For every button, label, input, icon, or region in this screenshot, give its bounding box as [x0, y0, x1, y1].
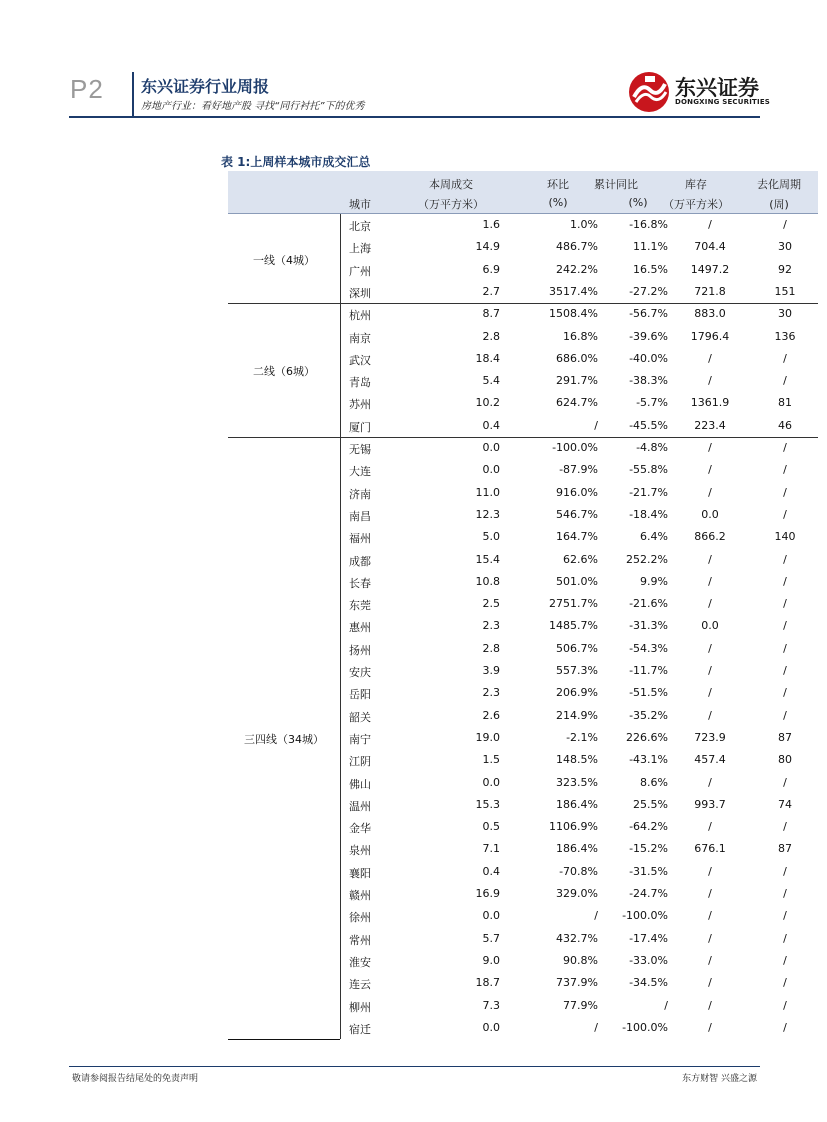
cell-cycle: /: [783, 664, 787, 677]
cell-city: 东莞: [349, 599, 371, 613]
cell-city: 惠州: [349, 621, 371, 635]
cell-cumulative: -64.2%: [629, 820, 668, 834]
cell-cycle: 92: [778, 262, 792, 276]
table-row: [340, 504, 818, 526]
tier-label: 一线（4城）: [253, 253, 315, 267]
cell-cumulative: -43.1%: [629, 753, 668, 767]
table-row: [340, 370, 818, 392]
cell-inventory: 721.8: [694, 284, 726, 298]
cell-cumulative: -24.7%: [629, 887, 668, 900]
cell-cumulative: -31.3%: [629, 619, 668, 633]
cell-city: 襄阳: [349, 866, 371, 880]
cell-cumulative: -11.7%: [629, 664, 668, 677]
cell-wow: 1.0%: [570, 218, 598, 231]
cell-cycle: 30: [778, 240, 792, 254]
cell-volume: 15.4: [475, 552, 500, 566]
cell-wow: 506.7%: [556, 641, 598, 655]
cell-wow: 164.7%: [556, 530, 598, 544]
cell-inventory: /: [708, 485, 712, 499]
cell-cumulative: -39.6%: [629, 329, 668, 343]
cell-cumulative: -54.3%: [629, 641, 668, 655]
cell-volume: 0.5: [482, 820, 500, 834]
table-row: [340, 236, 818, 258]
cell-volume: 0.0: [482, 1020, 500, 1034]
cell-volume: 5.0: [482, 530, 500, 544]
cell-cycle: /: [783, 485, 787, 499]
cell-volume: 7.1: [482, 842, 500, 856]
table-row: [340, 437, 818, 459]
cell-city: 上海: [349, 242, 371, 256]
cell-inventory: /: [708, 708, 712, 722]
table-row: [340, 727, 818, 749]
cell-inventory: 704.4: [694, 240, 726, 254]
table-row: [340, 482, 818, 504]
cell-inventory: /: [708, 775, 712, 789]
cell-cycle: /: [783, 463, 787, 477]
footer-rule: [69, 1066, 760, 1067]
cell-cycle: 151: [774, 284, 796, 298]
cell-cycle: 81: [778, 396, 792, 410]
cell-inventory: /: [708, 820, 712, 834]
table-row: [340, 705, 818, 727]
cell-inventory: /: [708, 931, 712, 945]
cell-wow: 916.0%: [556, 485, 598, 499]
cell-cycle: /: [783, 351, 787, 365]
cell-cycle: /: [783, 597, 787, 611]
table-row: [340, 816, 818, 838]
cell-cumulative: -100.0%: [622, 1020, 668, 1034]
cell-cycle: /: [783, 708, 787, 722]
cell-inventory: /: [708, 976, 712, 990]
cell-inventory: 1796.4: [690, 329, 730, 343]
cell-volume: 18.7: [475, 976, 500, 990]
cell-city: 武汉: [349, 353, 371, 367]
cell-inventory: /: [708, 998, 712, 1012]
cell-city: 连云: [349, 978, 371, 992]
cell-city: 金华: [349, 822, 371, 836]
cell-city: 南昌: [349, 509, 371, 523]
table-row: [340, 571, 818, 593]
col-volume-unit: （万平方米）: [418, 198, 484, 211]
cell-volume: 2.5: [482, 597, 500, 611]
cell-city: 青岛: [349, 376, 371, 390]
cell-inventory: 993.7: [694, 797, 726, 811]
cell-volume: 11.0: [475, 485, 500, 499]
cell-city: 韶关: [349, 710, 371, 724]
cell-city: 成都: [349, 554, 371, 568]
table-row: [340, 749, 818, 771]
cell-cumulative: -100.0%: [622, 909, 668, 923]
cell-cycle: /: [783, 552, 787, 566]
report-title: 东兴证券行业周报: [141, 77, 270, 96]
cell-city: 徐州: [349, 911, 371, 925]
cell-cumulative: -21.7%: [629, 485, 668, 499]
cell-cycle: /: [783, 619, 787, 633]
cell-inventory: /: [708, 641, 712, 655]
cell-volume: 8.7: [482, 307, 500, 321]
cell-cycle: /: [783, 909, 787, 923]
cell-cycle: /: [783, 953, 787, 967]
cell-cycle: /: [783, 864, 787, 878]
cell-wow: 186.4%: [556, 842, 598, 856]
cell-inventory: 676.1: [694, 842, 726, 856]
table-row: [340, 682, 818, 704]
logo-english: DONGXING SECURITIES: [675, 98, 771, 106]
cell-city: 佛山: [349, 777, 371, 791]
cell-inventory: /: [708, 1020, 712, 1034]
cell-city: 扬州: [349, 643, 371, 657]
cell-city: 南京: [349, 331, 371, 345]
cell-volume: 0.4: [482, 864, 500, 878]
cell-inventory: 223.4: [694, 418, 726, 432]
cell-city: 苏州: [349, 398, 371, 412]
cell-inventory: 883.0: [694, 307, 726, 321]
cell-inventory: /: [708, 686, 712, 700]
cell-wow: 242.2%: [556, 262, 598, 276]
cell-city: 淮安: [349, 955, 371, 969]
table-row: [340, 838, 818, 860]
disclaimer-note: 敬请参阅报告结尾处的免责声明: [72, 1074, 199, 1084]
cell-wow: 432.7%: [556, 931, 598, 945]
cell-city: 南宁: [349, 732, 371, 746]
col-cum-unit: (%): [628, 196, 648, 209]
cell-wow: 214.9%: [556, 708, 598, 722]
cell-cumulative: -27.2%: [629, 284, 668, 298]
table-row: [340, 348, 818, 370]
cell-city: 宿迁: [349, 1022, 371, 1036]
col-wow: 环比: [547, 178, 569, 191]
cell-inventory: /: [708, 552, 712, 566]
cell-volume: 14.9: [475, 240, 500, 254]
cell-cumulative: 226.6%: [626, 730, 668, 744]
cell-cycle: /: [783, 820, 787, 834]
table-row: [340, 638, 818, 660]
col-cycle: 去化周期: [757, 178, 801, 191]
cell-city: 赣州: [349, 889, 371, 902]
table-row: [340, 549, 818, 571]
column-divider: [340, 303, 341, 437]
cell-cumulative: -33.0%: [629, 953, 668, 967]
cell-cycle: /: [783, 218, 787, 231]
cell-cumulative: -35.2%: [629, 708, 668, 722]
cell-cumulative: -38.3%: [629, 374, 668, 388]
cell-cycle: /: [783, 686, 787, 700]
col-volume: 本周成交: [429, 178, 473, 191]
cell-volume: 2.6: [482, 708, 500, 722]
cell-wow: 90.8%: [563, 953, 598, 967]
table-caption: 表 1:上周样本城市成交汇总: [221, 155, 371, 169]
cell-wow: /: [594, 1020, 598, 1034]
cell-volume: 12.3: [475, 507, 500, 521]
table-row: [340, 950, 818, 972]
table-bottom-rule: [228, 1039, 340, 1040]
cell-wow: 323.5%: [556, 775, 598, 789]
cell-cycle: /: [783, 775, 787, 789]
cell-wow: 16.8%: [563, 329, 598, 343]
cell-volume: 0.0: [482, 463, 500, 477]
cell-city: 济南: [349, 487, 371, 501]
cell-wow: 624.7%: [556, 396, 598, 410]
cell-city: 福州: [349, 532, 371, 546]
table-row: [340, 660, 818, 682]
header-divider: [132, 72, 134, 116]
cell-wow: 557.3%: [556, 664, 598, 677]
cell-volume: 0.0: [482, 909, 500, 923]
cell-cycle: /: [783, 998, 787, 1012]
cell-volume: 16.9: [475, 887, 500, 900]
table-row: [340, 1017, 818, 1039]
cell-city: 厦门: [349, 420, 371, 434]
cell-city: 无锡: [349, 443, 371, 456]
cell-volume: 2.3: [482, 619, 500, 633]
col-city: 城市: [349, 198, 371, 211]
cell-wow: 77.9%: [563, 998, 598, 1012]
cell-volume: 2.8: [482, 329, 500, 343]
cell-cumulative: -16.8%: [629, 218, 668, 231]
cell-cumulative: -55.8%: [629, 463, 668, 477]
table-row: [340, 303, 818, 325]
cell-cycle: /: [783, 931, 787, 945]
cell-volume: 2.7: [482, 284, 500, 298]
cell-inventory: /: [708, 218, 712, 231]
cell-wow: 3517.4%: [549, 284, 598, 298]
cell-wow: -87.9%: [559, 463, 598, 477]
cell-city: 大连: [349, 465, 371, 479]
cell-wow: /: [594, 909, 598, 923]
cell-inventory: /: [708, 374, 712, 388]
cell-inventory: 866.2: [694, 530, 726, 544]
cell-city: 深圳: [349, 286, 371, 300]
cell-wow: 486.7%: [556, 240, 598, 254]
cell-inventory: /: [708, 463, 712, 477]
cell-volume: 2.3: [482, 686, 500, 700]
cell-wow: 1508.4%: [549, 307, 598, 321]
cell-city: 江阴: [349, 755, 371, 769]
cell-inventory: /: [708, 351, 712, 365]
cell-inventory: /: [708, 664, 712, 677]
table-row: [340, 214, 818, 236]
cell-wow: 148.5%: [556, 753, 598, 767]
cell-volume: 3.9: [482, 664, 500, 677]
cell-wow: /: [594, 418, 598, 432]
cell-cycle: /: [783, 374, 787, 388]
footer-slogan: 东方财智 兴盛之源: [682, 1074, 757, 1084]
cell-cumulative: 11.1%: [633, 240, 668, 254]
table-row: [340, 972, 818, 994]
cell-wow: 546.7%: [556, 507, 598, 521]
table-row: [340, 794, 818, 816]
cell-volume: 0.0: [482, 441, 500, 454]
cell-inventory: 0.0: [701, 507, 719, 521]
table-row: [340, 281, 818, 303]
cell-volume: 10.2: [475, 396, 500, 410]
cell-wow: -70.8%: [559, 864, 598, 878]
cell-volume: 0.4: [482, 418, 500, 432]
col-inventory-unit: （万平方米）: [663, 198, 729, 211]
cell-cycle: 30: [778, 307, 792, 321]
cell-volume: 15.3: [475, 797, 500, 811]
cell-inventory: /: [708, 864, 712, 878]
cell-inventory: /: [708, 909, 712, 923]
cell-volume: 1.5: [482, 753, 500, 767]
cell-cumulative: /: [664, 998, 668, 1012]
cell-cumulative: 9.9%: [640, 574, 668, 588]
table-row: [340, 593, 818, 615]
cell-cumulative: -18.4%: [629, 507, 668, 521]
cell-cumulative: -31.5%: [629, 864, 668, 878]
cell-inventory: /: [708, 441, 712, 454]
table-row: [340, 459, 818, 481]
cell-cycle: /: [783, 976, 787, 990]
cell-cycle: 46: [778, 418, 792, 432]
table-row: [340, 772, 818, 794]
cell-volume: 5.7: [482, 931, 500, 945]
logo-mark-icon: [628, 70, 672, 114]
cell-volume: 2.8: [482, 641, 500, 655]
cell-volume: 10.8: [475, 574, 500, 588]
cell-cumulative: -4.8%: [636, 441, 668, 454]
cell-city: 常州: [349, 933, 371, 947]
table-row: [340, 883, 818, 905]
table-row: [340, 326, 818, 348]
cell-cycle: 87: [778, 842, 792, 856]
cell-wow: -100.0%: [552, 441, 598, 454]
cell-cycle: 80: [778, 753, 792, 767]
table-row: [340, 905, 818, 927]
dongxing-logo: [628, 70, 771, 114]
cell-cycle: 136: [774, 329, 796, 343]
cell-cumulative: 6.4%: [640, 530, 668, 544]
cell-inventory: /: [708, 574, 712, 588]
table-row: [340, 861, 818, 883]
col-inventory: 库存: [685, 178, 707, 191]
cell-inventory: 1361.9: [690, 396, 730, 410]
table-row: [340, 259, 818, 281]
column-divider: [340, 214, 341, 303]
cell-cumulative: -15.2%: [629, 842, 668, 856]
table-row: [340, 526, 818, 548]
table-row: [340, 928, 818, 950]
cell-cycle: /: [783, 441, 787, 454]
table-header: [228, 171, 818, 213]
table-row: [340, 392, 818, 414]
column-divider: [340, 437, 341, 1039]
cell-inventory: /: [708, 953, 712, 967]
table-row: [340, 415, 818, 437]
cell-wow: 186.4%: [556, 797, 598, 811]
cell-cycle: 87: [778, 730, 792, 744]
cell-cumulative: -21.6%: [629, 597, 668, 611]
cell-cumulative: 16.5%: [633, 262, 668, 276]
cell-city: 温州: [349, 799, 371, 813]
tier-label: 三四线（34城）: [244, 733, 324, 747]
cell-wow: 329.0%: [556, 887, 598, 900]
cell-city: 泉州: [349, 844, 371, 858]
cell-cumulative: -45.5%: [629, 418, 668, 432]
cell-city: 北京: [349, 220, 371, 233]
cell-volume: 9.0: [482, 953, 500, 967]
cell-cycle: /: [783, 1020, 787, 1034]
cell-volume: 5.4: [482, 374, 500, 388]
header-rule: [69, 116, 760, 118]
page-number: P2: [70, 74, 104, 104]
cell-wow: 206.9%: [556, 686, 598, 700]
cell-cumulative: -5.7%: [636, 396, 668, 410]
cell-wow: 1485.7%: [549, 619, 598, 633]
cell-cycle: /: [783, 641, 787, 655]
cell-cycle: /: [783, 887, 787, 900]
cell-cycle: 74: [778, 797, 792, 811]
cell-wow: 686.0%: [556, 351, 598, 365]
cell-city: 长春: [349, 576, 371, 590]
cell-inventory: 723.9: [694, 730, 726, 744]
cell-city: 安庆: [349, 666, 371, 679]
cell-wow: 737.9%: [556, 976, 598, 990]
cell-wow: 501.0%: [556, 574, 598, 588]
report-subtitle: 房地产行业：看好地产股 寻找“同行衬托”下的优秀: [141, 101, 365, 112]
cell-inventory: /: [708, 597, 712, 611]
table-row: [340, 615, 818, 637]
cell-cumulative: 8.6%: [640, 775, 668, 789]
col-cum: 累计同比: [594, 178, 638, 191]
cell-inventory: 1497.2: [690, 262, 730, 276]
cell-wow: 291.7%: [556, 374, 598, 388]
col-wow-unit: (%): [548, 196, 568, 209]
cell-wow: -2.1%: [566, 730, 598, 744]
cell-city: 杭州: [349, 309, 371, 323]
cell-volume: 7.3: [482, 998, 500, 1012]
cell-cumulative: 25.5%: [633, 797, 668, 811]
cell-inventory: 0.0: [701, 619, 719, 633]
cell-city: 柳州: [349, 1000, 371, 1014]
cell-cycle: /: [783, 507, 787, 521]
cell-city: 广州: [349, 264, 371, 278]
cell-cumulative: -34.5%: [629, 976, 668, 990]
cell-cumulative: -40.0%: [629, 351, 668, 365]
cell-wow: 1106.9%: [549, 820, 598, 834]
cell-volume: 6.9: [482, 262, 500, 276]
cell-wow: 62.6%: [563, 552, 598, 566]
tier-label: 二线（6城）: [253, 365, 315, 379]
cell-cumulative: -17.4%: [629, 931, 668, 945]
col-cycle-unit: (周): [769, 198, 789, 211]
cell-cycle: 140: [774, 530, 796, 544]
cell-cumulative: -56.7%: [629, 307, 668, 321]
cell-cumulative: 252.2%: [626, 552, 668, 566]
cell-city: 岳阳: [349, 688, 371, 702]
cell-wow: 2751.7%: [549, 597, 598, 611]
table-row: [340, 995, 818, 1017]
cell-volume: 1.6: [482, 218, 500, 231]
cell-inventory: /: [708, 887, 712, 900]
cell-volume: 19.0: [475, 730, 500, 744]
logo-text: 东兴证券: [675, 76, 759, 100]
cell-volume: 18.4: [475, 351, 500, 365]
cell-cycle: /: [783, 574, 787, 588]
cell-inventory: 457.4: [694, 753, 726, 767]
cell-cumulative: -51.5%: [629, 686, 668, 700]
cell-volume: 0.0: [482, 775, 500, 789]
